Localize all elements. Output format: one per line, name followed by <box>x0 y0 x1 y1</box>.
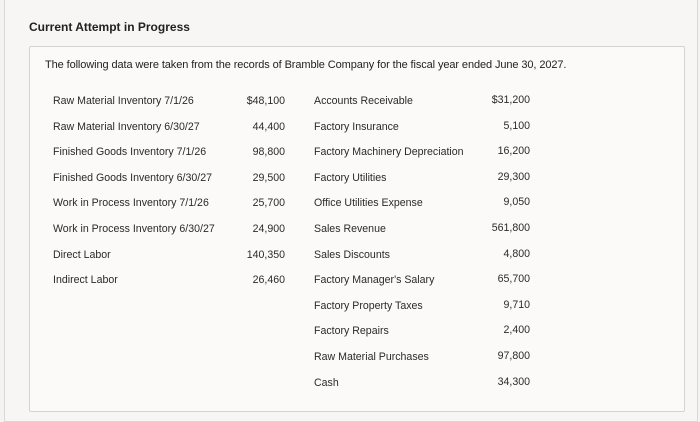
right-item-value: 34,300 <box>497 375 530 388</box>
right-item-label: Factory Machinery Depreciation <box>314 146 464 159</box>
right-item-label: Factory Manager's Salary <box>314 274 435 287</box>
right-labels-column <box>314 95 494 402</box>
right-item-label: Sales Revenue <box>314 222 386 235</box>
right-item-value: 4,800 <box>503 247 530 260</box>
left-item-value: $48,100 <box>246 95 285 107</box>
problem-card <box>29 46 685 412</box>
right-item-value: $31,200 <box>491 94 530 106</box>
attempt-status-title: Current Attempt in Progress <box>29 20 190 34</box>
left-item-value: 29,500 <box>252 171 285 184</box>
left-item-value: 44,400 <box>252 120 285 133</box>
right-item-label: Factory Insurance <box>314 120 399 133</box>
right-item-value: 9,050 <box>503 196 530 209</box>
left-item-label: Finished Goods Inventory 6/30/27 <box>53 171 213 184</box>
right-item-label: Raw Material Purchases <box>314 350 429 363</box>
left-item-value: 26,460 <box>252 274 285 287</box>
right-item-label: Factory Utilities <box>314 171 387 184</box>
left-item-label: Work in Process Inventory 6/30/27 <box>53 222 215 235</box>
right-item-value: 5,100 <box>503 119 530 132</box>
left-item-value: 98,800 <box>252 146 285 159</box>
left-item-label: Raw Material Inventory 7/1/26 <box>53 95 194 107</box>
right-item-label: Cash <box>314 376 339 389</box>
right-item-label: Accounts Receivable <box>314 95 413 107</box>
right-item-label: Office Utilities Expense <box>314 197 423 210</box>
right-item-label: Factory Repairs <box>314 325 389 338</box>
right-item-label: Factory Property Taxes <box>314 299 423 312</box>
problem-intro: The following data were taken from the records of Bramble Company for the fiscal year ended June 30, 2027. <box>45 59 567 71</box>
right-item-label: Sales Discounts <box>314 248 390 261</box>
left-item-value: 140,350 <box>246 248 285 261</box>
right-item-value: 16,200 <box>497 145 530 158</box>
right-values-column <box>470 94 530 401</box>
right-item-value: 2,400 <box>503 324 530 337</box>
right-item-value: 97,800 <box>497 349 530 362</box>
left-labels-column <box>53 95 243 300</box>
right-item-value: 29,300 <box>497 170 530 183</box>
right-item-value: 9,710 <box>503 298 530 311</box>
left-item-label: Work in Process Inventory 7/1/26 <box>53 197 209 210</box>
left-item-label: Direct Labor <box>53 248 111 261</box>
left-values-column <box>239 95 285 300</box>
left-item-value: 25,700 <box>252 197 285 210</box>
right-item-value: 561,800 <box>491 221 530 234</box>
left-item-label: Raw Material Inventory 6/30/27 <box>53 120 200 133</box>
left-item-value: 24,900 <box>252 222 285 235</box>
question-frame <box>4 0 698 422</box>
left-item-label: Indirect Labor <box>53 274 118 287</box>
right-item-value: 65,700 <box>497 273 530 286</box>
left-item-label: Finished Goods Inventory 7/1/26 <box>53 146 207 159</box>
